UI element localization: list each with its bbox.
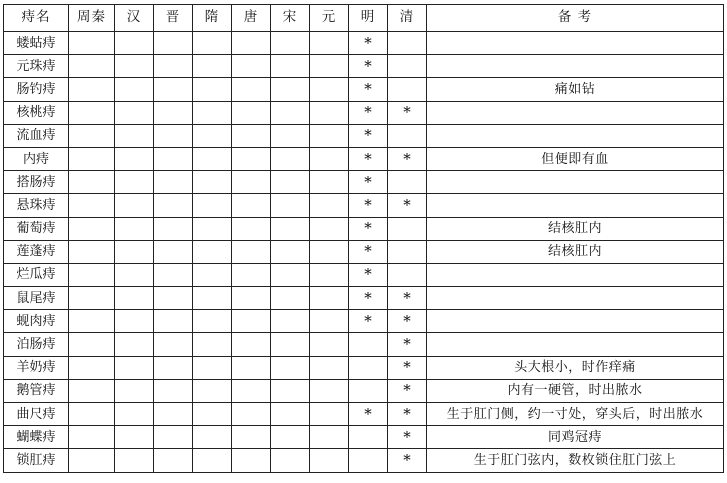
- table-row: [4, 403, 724, 426]
- hemorrhoid-name: 锁肛痔: [4, 449, 69, 472]
- dynasty-mark-cell: [154, 356, 193, 379]
- dynasty-mark-cell: [232, 356, 271, 379]
- dynasty-mark-cell: [69, 101, 115, 124]
- dynasty-mark-cell: [193, 403, 232, 426]
- dynasty-mark-cell: [69, 356, 115, 379]
- note-cell: 内有一硬管，时出脓水: [427, 379, 724, 402]
- dynasty-mark-cell: *: [388, 101, 427, 124]
- dynasty-mark-cell: [115, 78, 154, 101]
- table-body: [4, 32, 724, 473]
- dynasty-mark-cell: [349, 449, 388, 472]
- dynasty-mark-cell: [115, 263, 154, 286]
- dynasty-mark-cell: [69, 171, 115, 194]
- dynasty-mark-cell: [388, 124, 427, 147]
- dynasty-mark-cell: *: [349, 78, 388, 101]
- dynasty-mark-cell: *: [349, 55, 388, 78]
- dynasty-mark-cell: [310, 426, 349, 449]
- dynasty-mark-cell: *: [388, 449, 427, 472]
- hemorrhoid-name: 元珠痔: [4, 55, 69, 78]
- dynasty-mark-cell: [69, 403, 115, 426]
- dynasty-mark-cell: [271, 333, 310, 356]
- note-cell: [427, 101, 724, 124]
- dynasty-mark-cell: [310, 101, 349, 124]
- dynasty-mark-cell: [193, 287, 232, 310]
- dynasty-mark-cell: [271, 194, 310, 217]
- dynasty-mark-cell: [193, 101, 232, 124]
- dynasty-mark-cell: [388, 32, 427, 55]
- dynasty-mark-cell: [154, 426, 193, 449]
- note-cell: [427, 333, 724, 356]
- dynasty-mark-cell: [271, 217, 310, 240]
- dynasty-mark-cell: [115, 403, 154, 426]
- hemorrhoid-name: 鼠尾痔: [4, 287, 69, 310]
- dynasty-mark-cell: [232, 32, 271, 55]
- table-row: [4, 356, 724, 379]
- dynasty-mark-cell: *: [388, 403, 427, 426]
- dynasty-mark-cell: [232, 379, 271, 402]
- dynasty-mark-cell: [310, 310, 349, 333]
- header-dynasty: 明: [349, 5, 388, 32]
- dynasty-mark-cell: [193, 449, 232, 472]
- dynasty-mark-cell: [388, 55, 427, 78]
- hemorrhoid-name: 核桃痔: [4, 101, 69, 124]
- hemorrhoid-name: 鹅管痔: [4, 379, 69, 402]
- hemorrhoid-name: 肠钓痔: [4, 78, 69, 101]
- dynasty-mark-cell: [154, 124, 193, 147]
- dynasty-mark-cell: [193, 356, 232, 379]
- dynasty-mark-cell: *: [349, 194, 388, 217]
- dynasty-mark-cell: [310, 356, 349, 379]
- dynasty-mark-cell: *: [388, 333, 427, 356]
- dynasty-mark-cell: [193, 333, 232, 356]
- dynasty-mark-cell: [154, 194, 193, 217]
- dynasty-mark-cell: [388, 240, 427, 263]
- note-cell: 头大根小，时作痒痛: [427, 356, 724, 379]
- table-row: [4, 147, 724, 170]
- dynasty-mark-cell: [232, 287, 271, 310]
- note-cell: 同鸡冠痔: [427, 426, 724, 449]
- table-row: [4, 32, 724, 55]
- dynasty-mark-cell: [154, 217, 193, 240]
- dynasty-mark-cell: [271, 426, 310, 449]
- dynasty-mark-cell: [193, 263, 232, 286]
- dynasty-mark-cell: [232, 55, 271, 78]
- dynasty-mark-cell: [193, 310, 232, 333]
- dynasty-mark-cell: [232, 449, 271, 472]
- table-row: [4, 449, 724, 472]
- dynasty-mark-cell: [310, 263, 349, 286]
- dynasty-mark-cell: *: [349, 403, 388, 426]
- dynasty-mark-cell: [115, 426, 154, 449]
- dynasty-mark-cell: [115, 147, 154, 170]
- dynasty-mark-cell: *: [349, 287, 388, 310]
- dynasty-mark-cell: *: [388, 194, 427, 217]
- dynasty-mark-cell: *: [388, 310, 427, 333]
- table-row: [4, 217, 724, 240]
- dynasty-mark-cell: [69, 217, 115, 240]
- dynasty-mark-cell: *: [349, 263, 388, 286]
- header-dynasty: 周秦: [69, 5, 115, 32]
- dynasty-mark-cell: [232, 171, 271, 194]
- note-cell: [427, 55, 724, 78]
- dynasty-mark-cell: [154, 403, 193, 426]
- dynasty-mark-cell: [193, 171, 232, 194]
- dynasty-mark-cell: [115, 356, 154, 379]
- dynasty-mark-cell: [115, 333, 154, 356]
- dynasty-mark-cell: [232, 147, 271, 170]
- dynasty-mark-cell: [193, 124, 232, 147]
- hemorrhoid-name: 搭肠痔: [4, 171, 69, 194]
- dynasty-mark-cell: [115, 124, 154, 147]
- table-row: [4, 426, 724, 449]
- dynasty-mark-cell: [115, 217, 154, 240]
- dynasty-mark-cell: *: [349, 147, 388, 170]
- dynasty-mark-cell: [310, 379, 349, 402]
- header-dynasty: 清: [388, 5, 427, 32]
- dynasty-mark-cell: *: [388, 287, 427, 310]
- dynasty-mark-cell: [388, 263, 427, 286]
- dynasty-mark-cell: [310, 194, 349, 217]
- dynasty-mark-cell: [193, 194, 232, 217]
- dynasty-mark-cell: [154, 310, 193, 333]
- dynasty-mark-cell: [193, 55, 232, 78]
- dynasty-mark-cell: *: [349, 101, 388, 124]
- dynasty-mark-cell: [193, 217, 232, 240]
- dynasty-mark-cell: [271, 240, 310, 263]
- dynasty-mark-cell: [310, 32, 349, 55]
- table-row: [4, 78, 724, 101]
- note-cell: [427, 194, 724, 217]
- dynasty-mark-cell: [154, 263, 193, 286]
- header-dynasty: 晋: [154, 5, 193, 32]
- dynasty-mark-cell: [271, 171, 310, 194]
- dynasty-mark-cell: *: [349, 240, 388, 263]
- dynasty-mark-cell: [271, 78, 310, 101]
- note-cell: 结核肛内: [427, 240, 724, 263]
- dynasty-mark-cell: [115, 55, 154, 78]
- dynasty-mark-cell: *: [388, 147, 427, 170]
- dynasty-mark-cell: [310, 240, 349, 263]
- dynasty-mark-cell: *: [388, 426, 427, 449]
- dynasty-mark-cell: [69, 333, 115, 356]
- dynasty-mark-cell: *: [349, 124, 388, 147]
- dynasty-mark-cell: [69, 449, 115, 472]
- dynasty-mark-cell: [115, 171, 154, 194]
- note-cell: [427, 32, 724, 55]
- dynasty-mark-cell: [232, 240, 271, 263]
- dynasty-mark-cell: [310, 333, 349, 356]
- dynasty-mark-cell: [154, 379, 193, 402]
- dynasty-mark-cell: [193, 78, 232, 101]
- hemorrhoid-name: 流血痔: [4, 124, 69, 147]
- dynasty-mark-cell: [193, 240, 232, 263]
- dynasty-mark-cell: [388, 217, 427, 240]
- dynasty-mark-cell: [154, 147, 193, 170]
- dynasty-mark-cell: [232, 78, 271, 101]
- note-cell: 痛如钻: [427, 78, 724, 101]
- header-dynasty: 元: [310, 5, 349, 32]
- dynasty-mark-cell: [271, 449, 310, 472]
- dynasty-mark-cell: [310, 147, 349, 170]
- dynasty-mark-cell: [349, 333, 388, 356]
- dynasty-mark-cell: [271, 287, 310, 310]
- dynasty-mark-cell: [69, 55, 115, 78]
- dynasty-mark-cell: [115, 101, 154, 124]
- note-cell: 生于肛门侧，约一寸处，穿头后，时出脓水: [427, 403, 724, 426]
- dynasty-mark-cell: [271, 101, 310, 124]
- dynasty-mark-cell: [271, 310, 310, 333]
- dynasty-mark-cell: [388, 78, 427, 101]
- dynasty-mark-cell: [271, 379, 310, 402]
- dynasty-mark-cell: [349, 379, 388, 402]
- dynasty-mark-cell: [271, 32, 310, 55]
- hemorrhoid-name: 悬珠痔: [4, 194, 69, 217]
- dynasty-mark-cell: [193, 32, 232, 55]
- header-dynasty: 汉: [115, 5, 154, 32]
- dynasty-mark-cell: *: [388, 356, 427, 379]
- dynasty-mark-cell: [310, 217, 349, 240]
- table-row: [4, 124, 724, 147]
- dynasty-mark-cell: [310, 124, 349, 147]
- header-row: [4, 5, 724, 32]
- dynasty-mark-cell: [115, 287, 154, 310]
- dynasty-mark-cell: [271, 147, 310, 170]
- dynasty-mark-cell: [349, 426, 388, 449]
- dynasty-mark-cell: [232, 194, 271, 217]
- table-row: [4, 55, 724, 78]
- dynasty-mark-cell: [115, 240, 154, 263]
- table-row: [4, 101, 724, 124]
- table-row: [4, 240, 724, 263]
- dynasty-mark-cell: [310, 78, 349, 101]
- note-cell: [427, 263, 724, 286]
- dynasty-mark-cell: [154, 55, 193, 78]
- header-dynasty: 宋: [271, 5, 310, 32]
- dynasty-mark-cell: [193, 147, 232, 170]
- dynasty-mark-cell: [232, 426, 271, 449]
- dynasty-mark-cell: *: [349, 217, 388, 240]
- dynasty-mark-cell: [388, 171, 427, 194]
- hemorrhoid-name: 蝼蛄痔: [4, 32, 69, 55]
- table-row: [4, 310, 724, 333]
- table-row: [4, 287, 724, 310]
- dynasty-mark-cell: [115, 32, 154, 55]
- hemorrhoid-name: 蝴蝶痔: [4, 426, 69, 449]
- dynasty-mark-cell: [154, 32, 193, 55]
- dynasty-mark-cell: *: [349, 171, 388, 194]
- dynasty-mark-cell: [154, 78, 193, 101]
- note-cell: [427, 171, 724, 194]
- hemorrhoid-name: 内痔: [4, 147, 69, 170]
- dynasty-mark-cell: [232, 403, 271, 426]
- dynasty-mark-cell: [232, 217, 271, 240]
- header-dynasty: 隋: [193, 5, 232, 32]
- hemorrhoid-table-container: [3, 4, 724, 473]
- dynasty-mark-cell: [115, 449, 154, 472]
- dynasty-mark-cell: [232, 101, 271, 124]
- dynasty-mark-cell: *: [388, 379, 427, 402]
- header-name: 痔名: [4, 5, 69, 32]
- note-cell: 结核肛内: [427, 217, 724, 240]
- dynasty-mark-cell: [69, 240, 115, 263]
- dynasty-mark-cell: [69, 310, 115, 333]
- dynasty-mark-cell: [271, 403, 310, 426]
- dynasty-mark-cell: [271, 263, 310, 286]
- dynasty-mark-cell: [271, 356, 310, 379]
- dynasty-mark-cell: [193, 426, 232, 449]
- table-row: [4, 194, 724, 217]
- hemorrhoid-name: 莲蓬痔: [4, 240, 69, 263]
- dynasty-mark-cell: [232, 333, 271, 356]
- dynasty-mark-cell: [69, 194, 115, 217]
- dynasty-mark-cell: [193, 379, 232, 402]
- dynasty-mark-cell: [232, 310, 271, 333]
- dynasty-mark-cell: [310, 403, 349, 426]
- dynasty-mark-cell: [69, 147, 115, 170]
- dynasty-mark-cell: [310, 171, 349, 194]
- note-cell: [427, 310, 724, 333]
- dynasty-mark-cell: [115, 379, 154, 402]
- dynasty-mark-cell: [69, 124, 115, 147]
- table-row: [4, 263, 724, 286]
- hemorrhoid-name: 烂瓜痔: [4, 263, 69, 286]
- table-row: [4, 171, 724, 194]
- dynasty-mark-cell: [271, 124, 310, 147]
- hemorrhoid-dynasty-table: [3, 4, 724, 473]
- table-row: [4, 379, 724, 402]
- dynasty-mark-cell: [69, 263, 115, 286]
- hemorrhoid-name: 曲尺痔: [4, 403, 69, 426]
- dynasty-mark-cell: [232, 124, 271, 147]
- header-dynasty: 唐: [232, 5, 271, 32]
- dynasty-mark-cell: *: [349, 310, 388, 333]
- dynasty-mark-cell: [69, 78, 115, 101]
- dynasty-mark-cell: [154, 333, 193, 356]
- dynasty-mark-cell: [69, 32, 115, 55]
- hemorrhoid-name: 泊肠痔: [4, 333, 69, 356]
- dynasty-mark-cell: [154, 171, 193, 194]
- note-cell: 生于肛门弦内，数枚锁住肛门弦上: [427, 449, 724, 472]
- dynasty-mark-cell: [154, 101, 193, 124]
- note-cell: [427, 287, 724, 310]
- table-row: [4, 333, 724, 356]
- dynasty-mark-cell: [115, 310, 154, 333]
- dynasty-mark-cell: [310, 449, 349, 472]
- dynasty-mark-cell: [232, 263, 271, 286]
- dynasty-mark-cell: [69, 426, 115, 449]
- dynasty-mark-cell: [271, 55, 310, 78]
- dynasty-mark-cell: [310, 55, 349, 78]
- dynasty-mark-cell: [349, 356, 388, 379]
- hemorrhoid-name: 蚬肉痔: [4, 310, 69, 333]
- dynasty-mark-cell: [154, 449, 193, 472]
- note-cell: 但便即有血: [427, 147, 724, 170]
- dynasty-mark-cell: [310, 287, 349, 310]
- hemorrhoid-name: 羊奶痔: [4, 356, 69, 379]
- dynasty-mark-cell: [115, 194, 154, 217]
- dynasty-mark-cell: [69, 287, 115, 310]
- dynasty-mark-cell: [69, 379, 115, 402]
- dynasty-mark-cell: [154, 240, 193, 263]
- header-note: 备 考: [427, 5, 724, 32]
- dynasty-mark-cell: *: [349, 32, 388, 55]
- note-cell: [427, 124, 724, 147]
- dynasty-mark-cell: [154, 287, 193, 310]
- hemorrhoid-name: 葡萄痔: [4, 217, 69, 240]
